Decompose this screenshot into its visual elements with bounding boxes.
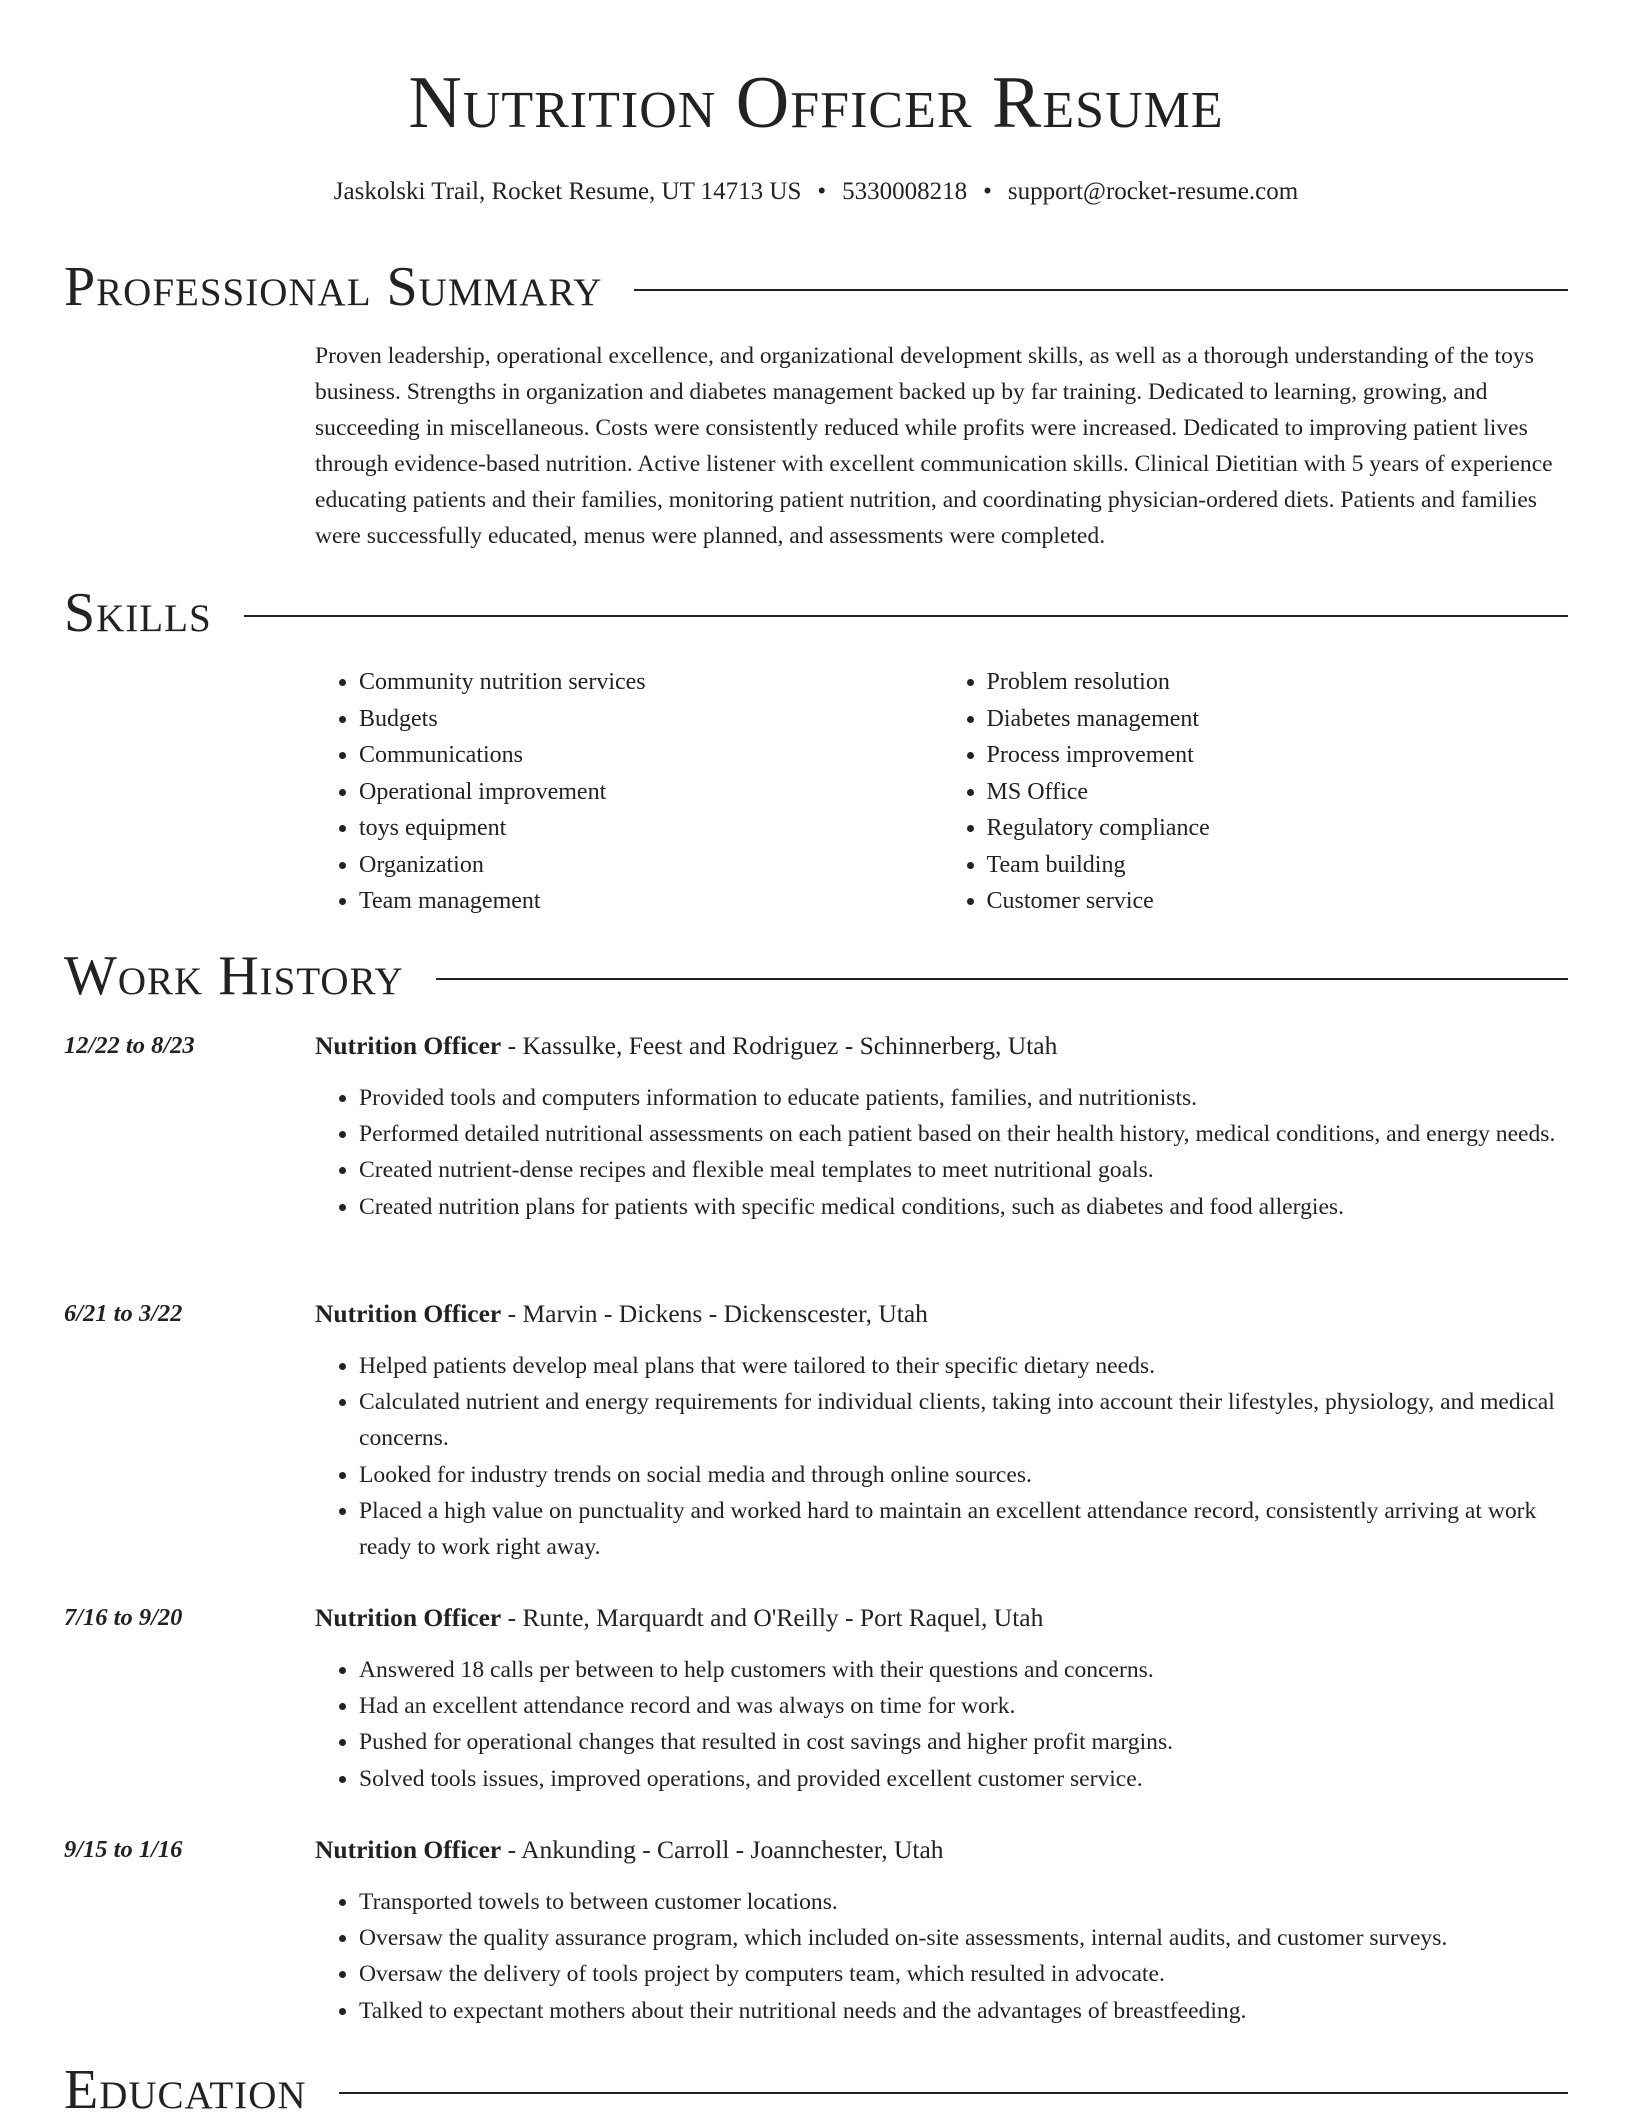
section-title-education: Education xyxy=(64,2059,307,2121)
job-heading xyxy=(315,1296,1570,1332)
section-title-summary: Professional Summary xyxy=(64,256,603,318)
job-bullets xyxy=(315,1348,1570,1565)
skill-item: • Regulatory compliance xyxy=(987,810,1571,847)
contact-address: Jaskolski Trail, Rocket Resume, UT 14713 US xyxy=(333,178,802,205)
job-title: Nutrition Officer xyxy=(315,1835,502,1864)
job-bullet: • Solved tools issues, improved operations, and provided excellent customer service. xyxy=(359,1761,1570,1797)
skill-item: • Team building xyxy=(987,847,1571,884)
job-company: - Marvin - Dickens - Dickenscester, Utah xyxy=(501,1299,928,1328)
job-company: - Ankunding - Carroll - Joannchester, Utah xyxy=(501,1835,944,1864)
job-bullets xyxy=(315,1652,1570,1797)
job-bullet: • Talked to expectant mothers about their nutritional needs and the advantages of breastfeeding. xyxy=(359,1993,1570,2029)
job-bullet: • Oversaw the quality assurance program, which included on-site assessments, internal audits, and customer surveys. xyxy=(359,1920,1570,1956)
job-date: 7/16 to 9/20 xyxy=(64,1604,183,1631)
skill-item: • Problem resolution xyxy=(987,664,1571,701)
contact-email: support@rocket-resume.com xyxy=(1007,178,1299,205)
skill-item: • Process improvement xyxy=(987,737,1571,774)
skill-item: • Diabetes management xyxy=(987,701,1571,738)
job-bullets xyxy=(315,1884,1570,2029)
job-heading xyxy=(315,1600,1570,1636)
job-bullet: • Pushed for operational changes that resulted in cost savings and higher profit margins. xyxy=(359,1724,1570,1760)
skill-item: • Operational improvement xyxy=(359,774,943,811)
job-bullet: • Calculated nutrient and energy requirements for individual clients, taking into account their lifestyles, physiology, and medical concerns. xyxy=(359,1384,1570,1456)
skill-item: • MS Office xyxy=(987,774,1571,811)
skill-item: • Customer service xyxy=(987,883,1571,920)
job-bullet: • Performed detailed nutritional assessments on each patient based on their health history, medical conditions, and energy needs. xyxy=(359,1116,1570,1152)
section-title-work: Work History xyxy=(64,945,404,1007)
section-title-skills: Skills xyxy=(64,582,212,644)
job-bullet: • Created nutrient-dense recipes and flexible meal templates to meet nutritional goals. xyxy=(359,1152,1570,1188)
job-company: - Kassulke, Feest and Rodriguez - Schinnerberg, Utah xyxy=(501,1031,1058,1060)
job-title: Nutrition Officer xyxy=(315,1299,502,1328)
section-divider xyxy=(244,615,1568,617)
skill-item: • Team management xyxy=(359,883,943,920)
job-title: Nutrition Officer xyxy=(315,1031,502,1060)
job-bullet: • Provided tools and computers information to educate patients, families, and nutritionists. xyxy=(359,1080,1570,1116)
skill-item: • Budgets xyxy=(359,701,943,738)
job-bullet: • Created nutrition plans for patients with specific medical conditions, such as diabetes and food allergies. xyxy=(359,1189,1570,1225)
contact-line xyxy=(0,174,1632,210)
skills-list xyxy=(315,664,1570,920)
job-heading xyxy=(315,1028,1570,1064)
job-bullet: • Answered 18 calls per between to help customers with their questions and concerns. xyxy=(359,1652,1570,1688)
section-divider xyxy=(339,2092,1568,2094)
skills-column-left xyxy=(315,664,943,920)
job-bullet: • Helped patients develop meal plans that were tailored to their specific dietary needs. xyxy=(359,1348,1570,1384)
job-company: - Runte, Marquardt and O'Reilly - Port Raquel, Utah xyxy=(501,1603,1044,1632)
section-header-skills xyxy=(64,581,1568,645)
job-heading xyxy=(315,1832,1570,1868)
section-header-summary xyxy=(64,255,1568,319)
section-divider xyxy=(634,289,1568,291)
skill-item: • Communications xyxy=(359,737,943,774)
job-date: 6/21 to 3/22 xyxy=(64,1300,183,1327)
skill-item: • toys equipment xyxy=(359,810,943,847)
contact-phone: 5330008218 xyxy=(842,178,968,205)
job-date: 9/15 to 1/16 xyxy=(64,1836,183,1863)
section-header-work xyxy=(64,944,1568,1008)
job-bullet: • Had an excellent attendance record and was always on time for work. xyxy=(359,1688,1570,1724)
job-bullet: • Oversaw the delivery of tools project by computers team, which resulted in advocate. xyxy=(359,1956,1570,1992)
section-header-education xyxy=(64,2058,1568,2122)
job-bullet: • Transported towels to between customer locations. xyxy=(359,1884,1570,1920)
job-bullets xyxy=(315,1080,1570,1225)
job-bullet: • Placed a high value on punctuality and worked hard to maintain an excellent attendance record, consistently arriving at work ready to work right away. xyxy=(359,1493,1570,1565)
job-date: 12/22 to 8/23 xyxy=(64,1032,195,1059)
contact-separator: • xyxy=(817,178,827,205)
skills-column-right xyxy=(943,664,1571,920)
resume-title: Nutrition Officer Resume xyxy=(408,62,1224,144)
job-bullet: • Looked for industry trends on social media and through online sources. xyxy=(359,1457,1570,1493)
job-title: Nutrition Officer xyxy=(315,1603,502,1632)
summary-text: Proven leadership, operational excellence, and organizational development skills, as well as a thorough understanding of the toys business. Strengths in organization and diabetes management backed up by far training. Dedicated to learning, growing, and succeeding in miscellaneous. Costs were consistently reduced while profits were increased. Dedicated to improving patient lives through evidence-based nutrition. Active listener with excellent communication skills. Clinical Dietitian with 5 years of experience educating patients and their families, monitoring patient nutrition, and coordinating physician-ordered diets. Patients and families were successfully educated, menus were planned, and assessments were completed. xyxy=(315,343,1553,549)
contact-separator: • xyxy=(983,178,992,205)
skill-item: • Community nutrition services xyxy=(359,664,943,701)
skill-item: • Organization xyxy=(359,847,943,884)
section-divider xyxy=(436,978,1568,980)
